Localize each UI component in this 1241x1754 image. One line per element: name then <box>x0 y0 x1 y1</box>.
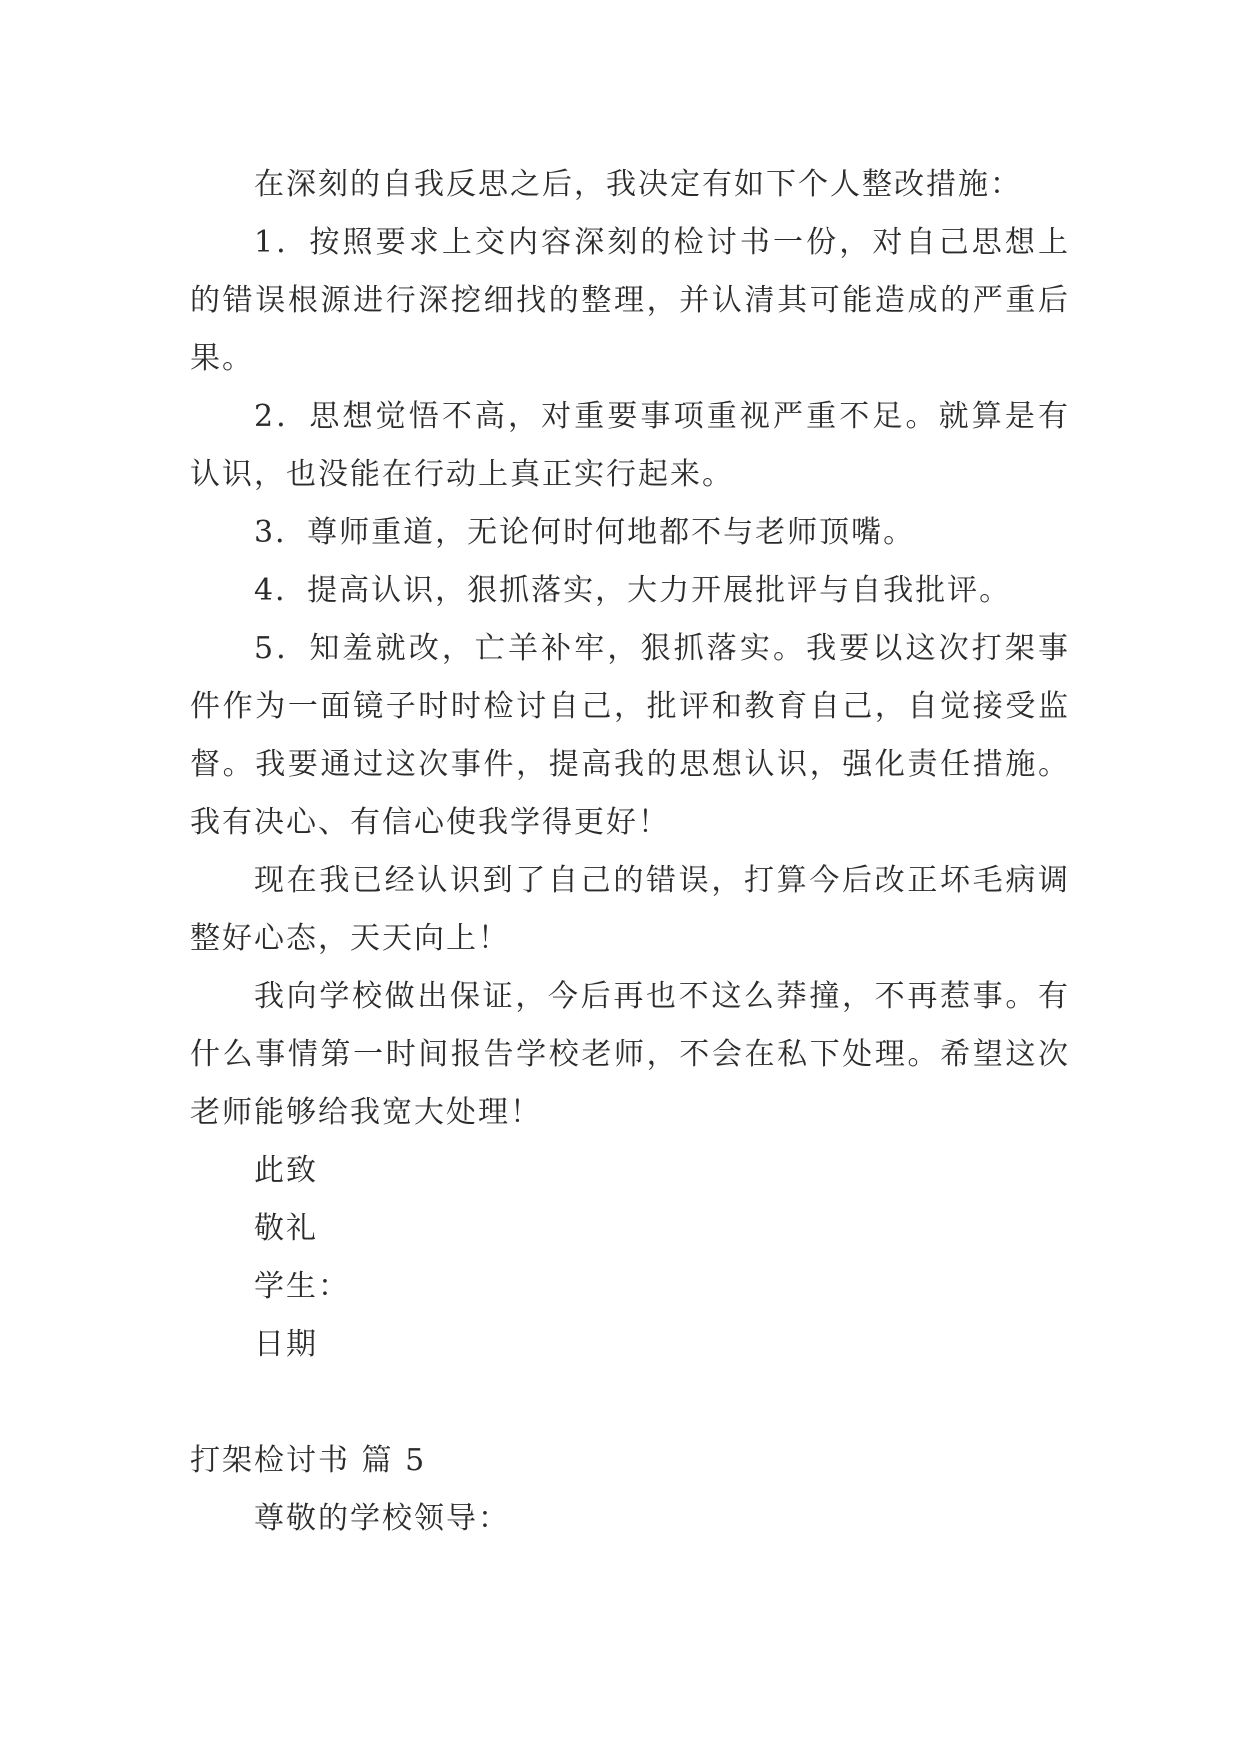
closing-jingli: 敬礼 <box>254 1211 318 1246</box>
paragraph-measure-3: 3．尊师重道，无论何时何地都不与老师顶嘴。 <box>254 515 916 550</box>
salutation: 尊敬的学校领导： <box>254 1501 510 1536</box>
paragraph-guarantee: 我向学校做出保证，今后再也不这么莽撞，不再惹事。有什么事情第一时间报告学校老师，不会在私下处理。希望这次老师能够给我宽大处理！ <box>190 979 1070 1130</box>
signature-student: 学生： <box>254 1269 350 1304</box>
section-title: 打架检讨书 篇 5 <box>190 1443 427 1478</box>
paragraph-measure-2: 2．思想觉悟不高，对重要事项重视严重不足。就算是有认识，也没能在行动上真正实行起来。 <box>190 399 1070 492</box>
signature-date: 日期 <box>254 1327 318 1362</box>
document-body <box>190 156 1070 1548</box>
section-gap <box>190 1374 1070 1432</box>
closing-cizhi: 此致 <box>254 1153 318 1188</box>
paragraph-measure-4: 4．提高认识，狠抓落实，大力开展批评与自我批评。 <box>254 573 1012 608</box>
paragraph-measure-5: 5．知羞就改，亡羊补牢，狠抓落实。我要以这次打架事件作为一面镜子时时检讨自己，批评和教育自己，自觉接受监督。我要通过这次事件，提高我的思想认识，强化责任措施。我有决心、有信心使我学得更好！ <box>190 631 1070 840</box>
paragraph-intro: 在深刻的自我反思之后，我决定有如下个人整改措施： <box>254 167 1022 202</box>
paragraph-realization: 现在我已经认识到了自己的错误，打算今后改正坏毛病调整好心态，天天向上！ <box>190 863 1070 956</box>
paragraph-measure-1: 1．按照要求上交内容深刻的检讨书一份，对自己思想上的错误根源进行深挖细找的整理，并认清其可能造成的严重后果。 <box>190 225 1070 376</box>
